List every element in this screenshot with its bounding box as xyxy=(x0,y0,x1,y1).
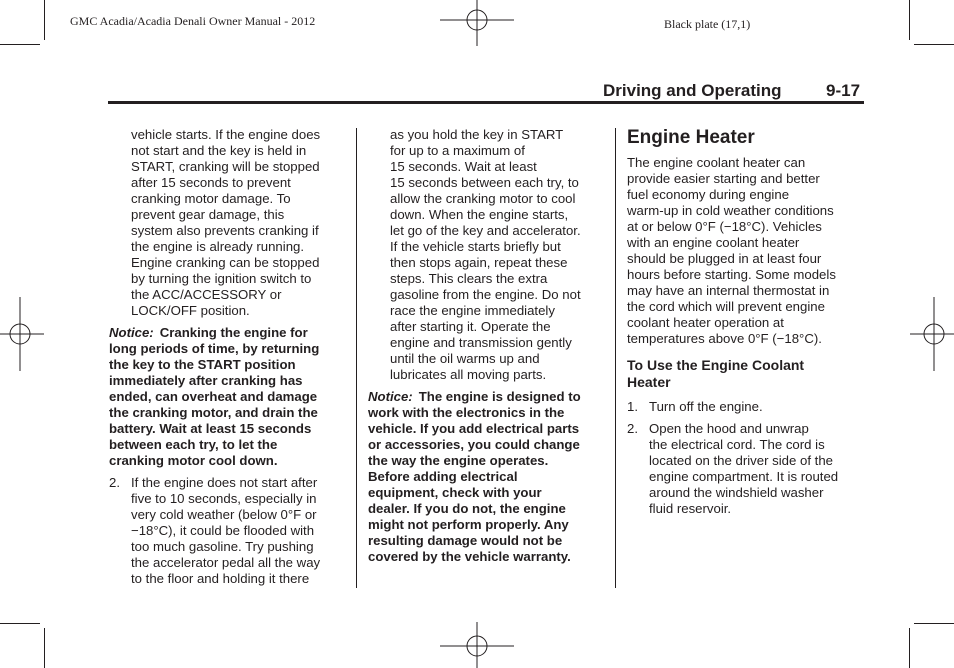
section-title: Driving and Operating xyxy=(603,81,782,100)
text-line: race the engine immediately xyxy=(390,303,555,318)
text-line: as you hold the key in START xyxy=(390,127,564,142)
text-line: down. When the engine starts, xyxy=(390,207,569,222)
column-1 xyxy=(109,127,349,587)
text-line: temperatures above 0°F (−18°C). xyxy=(627,331,822,346)
step-1-continuation xyxy=(109,127,349,319)
text-line: around the windshield washer xyxy=(649,485,824,500)
column-divider xyxy=(356,128,357,588)
text-line: START, cranking will be stopped xyxy=(131,159,320,174)
text-line: located on the driver side of the xyxy=(649,453,834,468)
column-2 xyxy=(368,127,608,565)
step-2 xyxy=(627,421,867,517)
text-line: not start and the key is held in xyxy=(131,143,307,158)
crop-mark xyxy=(914,44,954,45)
notice-label: Notice: xyxy=(109,325,154,340)
text-line: or accessories, you could change xyxy=(368,437,580,452)
text-line: by turning the ignition switch to xyxy=(131,271,312,286)
text-line: between each try, to let the xyxy=(109,437,278,452)
text-line: immediately after cranking has xyxy=(109,373,303,388)
text-line: lubricates all moving parts. xyxy=(390,367,547,382)
text-line: let go of the key and accelerator. xyxy=(390,223,581,238)
column-divider xyxy=(615,128,616,588)
text-line: may have an internal thermostat in xyxy=(627,283,830,298)
text-line: If the vehicle starts briefly but xyxy=(390,239,561,254)
registration-target-icon xyxy=(0,297,44,371)
text-line: ended, can overheat and damage xyxy=(109,389,318,404)
text-line: after starting it. Operate the xyxy=(390,319,551,334)
step-number: 2. xyxy=(109,475,120,490)
text-line: engine compartment. It is routed xyxy=(649,469,839,484)
crop-mark xyxy=(0,44,40,45)
text-line: at or below 0°F (−18°C). Vehicles xyxy=(627,219,822,234)
step-number: 1. xyxy=(627,399,638,414)
text-line: resulting damage would not be xyxy=(368,533,563,548)
text-line: dealer. If you do not, the engine xyxy=(368,501,566,516)
text-line: five to 10 seconds, especially in xyxy=(131,491,317,506)
subheading xyxy=(627,357,867,391)
header-rule xyxy=(108,101,864,104)
notice-2 xyxy=(368,389,608,565)
text-line: the ACC/ACCESSORY or xyxy=(131,287,282,302)
text-line: warm-up in cold weather conditions xyxy=(627,203,834,218)
step-number: 2. xyxy=(627,421,638,436)
text-line: Open the hood and unwrap xyxy=(649,421,809,436)
crop-mark xyxy=(909,0,910,40)
text-line: until the oil warms up and xyxy=(390,351,540,366)
text-line: the accelerator pedal all the way xyxy=(131,555,321,570)
text-line: To Use the Engine Coolant xyxy=(627,357,805,373)
text-line: should be plugged in at least four xyxy=(627,251,822,266)
crop-mark xyxy=(909,628,910,668)
text-line xyxy=(368,389,608,405)
text-line: the engine is already running. xyxy=(131,239,305,254)
text-line: covered by the vehicle warranty. xyxy=(368,549,571,564)
text-line: the cranking motor, and drain the xyxy=(109,405,318,420)
text-line: system also prevents cranking if xyxy=(131,223,319,238)
text-line: the key to the START position xyxy=(109,357,296,372)
text-line: work with the electronics in the xyxy=(368,405,565,420)
text-line: steps. This clears the extra xyxy=(390,271,548,286)
text-line: Engine cranking can be stopped xyxy=(131,255,320,270)
notice-1 xyxy=(109,325,349,469)
text-line: If the engine does not start after xyxy=(131,475,318,490)
text-line: gasoline from the engine. Do not xyxy=(390,287,581,302)
registration-target-icon xyxy=(440,0,514,46)
text-line: prevent gear damage, this xyxy=(131,207,285,222)
text-line: might not perform properly. Any xyxy=(368,517,569,532)
notice-text: Cranking the engine for xyxy=(159,325,308,340)
text-line: fuel economy during engine xyxy=(627,187,790,202)
text-line: after 15 seconds to prevent xyxy=(131,175,291,190)
text-line: engine and transmission gently xyxy=(390,335,572,350)
notice-label: Notice: xyxy=(368,389,413,404)
page-number: 9-17 xyxy=(826,81,861,100)
step-2-continuation xyxy=(368,127,608,383)
text-line: −18°C), it could be flooded with xyxy=(131,523,315,538)
slug-left: GMC Acadia/Acadia Denali Owner Manual - 2012 xyxy=(70,14,316,28)
column-3 xyxy=(627,127,867,517)
text-line: long periods of time, by returning xyxy=(109,341,320,356)
text-line: too much gasoline. Try pushing xyxy=(131,539,314,554)
crop-mark xyxy=(44,0,45,40)
text-line: LOCK/OFF position. xyxy=(131,303,250,318)
text-line: The engine coolant heater can xyxy=(627,155,806,170)
text-line: Before adding electrical xyxy=(368,469,518,484)
text-line: battery. Wait at least 15 seconds xyxy=(109,421,312,436)
text-line: then stops again, repeat these xyxy=(390,255,568,270)
crop-mark xyxy=(0,623,40,624)
registration-target-icon xyxy=(440,622,514,668)
notice-text: The engine is designed to xyxy=(418,389,581,404)
text-line: 15 seconds between each try, to xyxy=(390,175,579,190)
section-heading: Engine Heater xyxy=(627,127,755,148)
text-line: hours before starting. Some models xyxy=(627,267,836,282)
step-1 xyxy=(627,399,867,415)
text-line: very cold weather (below 0°F or xyxy=(131,507,317,522)
text-line: for up to a maximum of xyxy=(390,143,525,158)
text-line: Heater xyxy=(627,374,671,390)
text-line: vehicle starts. If the engine does xyxy=(131,127,321,142)
text-line: to the floor and holding it there xyxy=(131,571,310,586)
crop-mark xyxy=(44,628,45,668)
text-line: 15 seconds. Wait at least xyxy=(390,159,537,174)
text-line: provide easier starting and better xyxy=(627,171,820,186)
text-line: the electrical cord. The cord is xyxy=(649,437,825,452)
text-line: coolant heater operation at xyxy=(627,315,784,330)
step-2 xyxy=(109,475,349,587)
text-line xyxy=(109,325,349,341)
text-line: cranking motor damage. To xyxy=(131,191,291,206)
text-line: with an engine coolant heater xyxy=(627,235,800,250)
text-line: Turn off the engine. xyxy=(649,399,763,414)
text-line: cranking motor cool down. xyxy=(109,453,278,468)
text-line: the cord which will prevent engine xyxy=(627,299,825,314)
registration-target-icon xyxy=(910,297,954,371)
text-line: the way the engine operates. xyxy=(368,453,549,468)
text-line: vehicle. If you add electrical parts xyxy=(368,421,580,436)
crop-mark xyxy=(914,623,954,624)
text-line: fluid reservoir. xyxy=(649,501,732,516)
slug-right: Black plate (17,1) xyxy=(664,17,751,31)
intro-paragraph xyxy=(627,155,867,347)
text-line: equipment, check with your xyxy=(368,485,542,500)
text-line: allow the cranking motor to cool xyxy=(390,191,576,206)
